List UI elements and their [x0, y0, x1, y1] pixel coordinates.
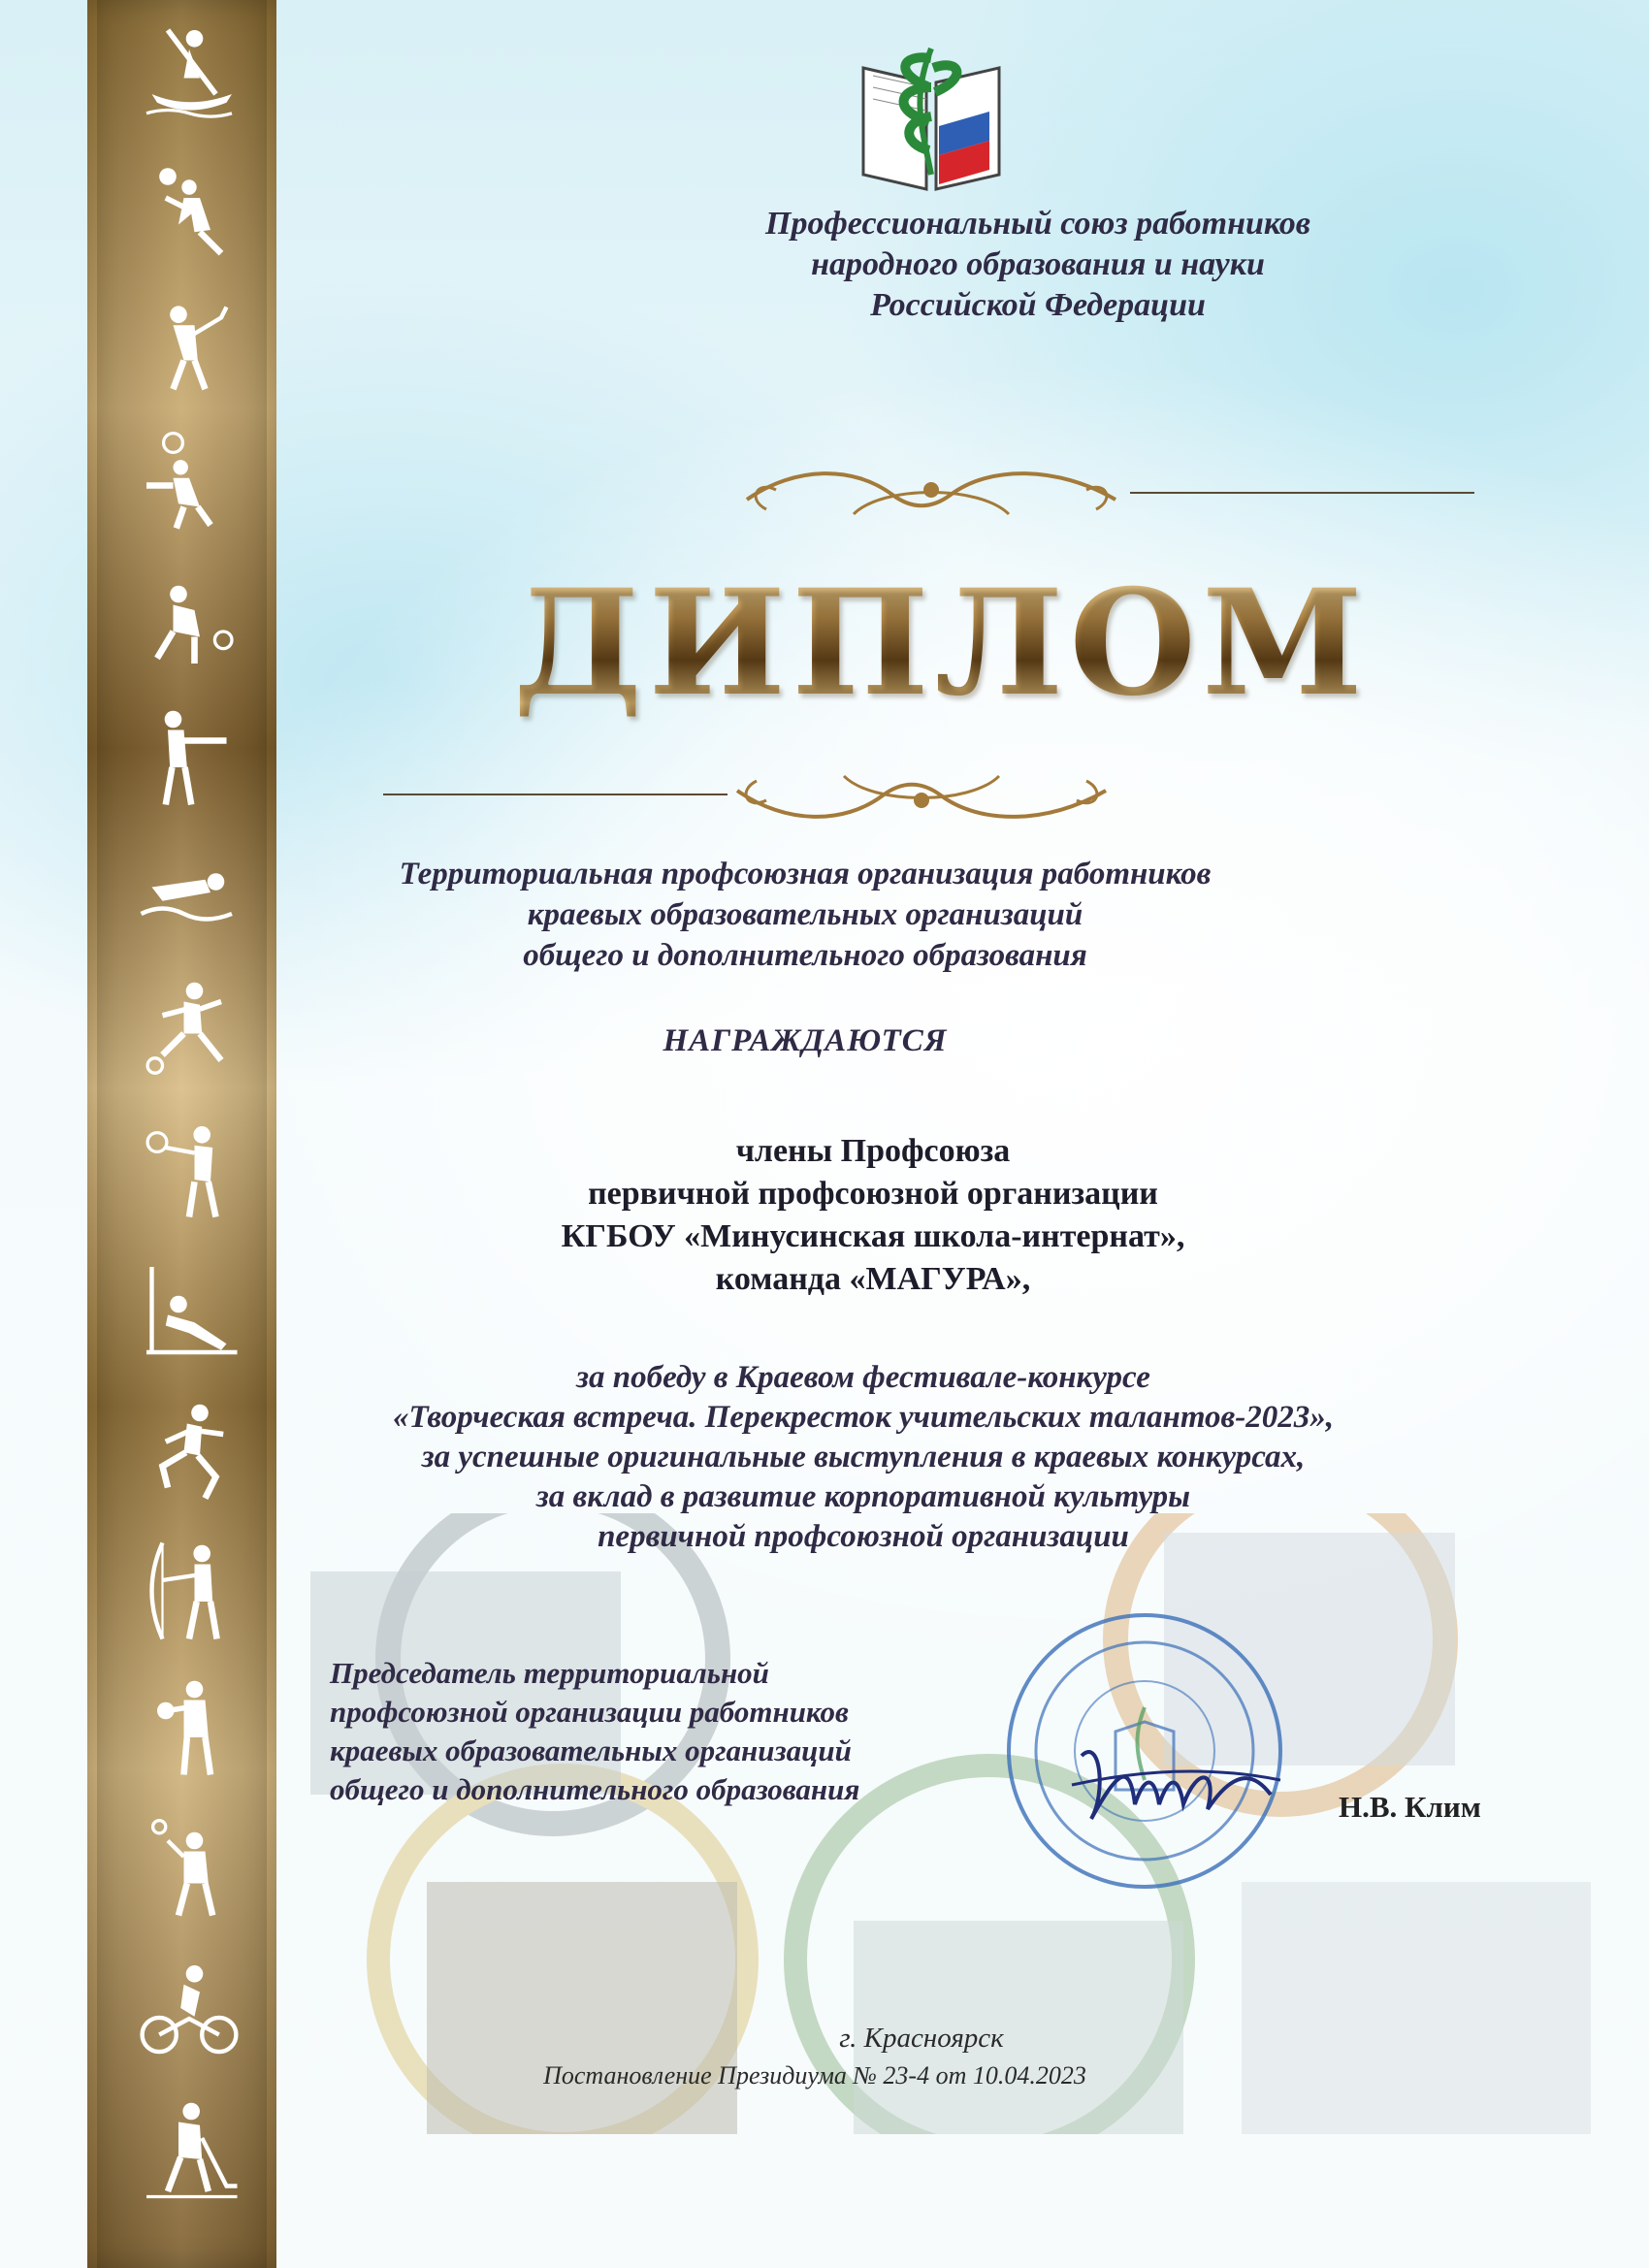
shooting-icon: [136, 703, 242, 810]
chair-title-line: профсоюзной организации работников: [330, 1695, 849, 1729]
award-reasons: [281, 1358, 1445, 1557]
city: г. Красноярск: [839, 2023, 1004, 2054]
chair-name: Н.В. Клим: [1339, 1790, 1481, 1824]
union-logo: [854, 29, 1009, 194]
territorial-org-line: Территориальная профсоюзная организация работников: [399, 857, 1212, 891]
badminton-icon: [136, 1116, 242, 1222]
golf-icon: [136, 291, 242, 398]
union-name-line: Российской Федерации: [870, 287, 1206, 323]
territorial-org-line: общего и дополнительного образования: [523, 938, 1087, 973]
gymnastics-icon: [136, 1256, 242, 1363]
bottom-rule: [383, 794, 728, 795]
union-name: [456, 204, 1620, 326]
running-icon: [136, 975, 242, 1082]
baseball-icon: [136, 1814, 242, 1921]
decree: Постановление Президиума № 23-4 от 10.04.2023: [543, 2061, 1086, 2090]
kayak-icon: [136, 19, 242, 126]
reason-line: за победу в Краевом фестивале-конкурсе: [576, 1360, 1150, 1395]
union-name-line: народного образования и науки: [811, 246, 1265, 282]
territorial-org: [320, 854, 1290, 976]
top-ornament: [737, 456, 1125, 543]
awardee-line: первичной профсоюзной организации: [588, 1176, 1158, 1212]
tennis-icon: [136, 427, 242, 534]
awardee-line: КГБОУ «Минусинская школа-интернат»,: [561, 1218, 1185, 1254]
reason-line: за успешные оригинальные выступления в краевых конкурсах,: [421, 1440, 1306, 1474]
chair-signature: [1062, 1727, 1285, 1833]
volleyball-icon: [136, 155, 242, 262]
swimming-icon: [136, 839, 242, 946]
awardee-line: члены Профсоюза: [735, 1133, 1011, 1169]
top-rule: [1130, 492, 1474, 494]
basketball-icon: [136, 567, 242, 674]
hockey-icon: [136, 2095, 242, 2202]
sprint-icon: [136, 1397, 242, 1504]
awardee-line: команда «МАГУРА»,: [715, 1261, 1031, 1297]
diploma-title: ДИПЛОМ: [504, 558, 1377, 729]
awarded-label: НАГРАЖДАЮТСЯ: [663, 1023, 948, 1058]
bottom-ornament: [728, 747, 1116, 834]
boxing-icon: [136, 1673, 242, 1780]
chair-title-line: Председатель территориальной: [330, 1656, 769, 1690]
reason-line: «Творческая встреча. Перекресток учительских талантов-2023»,: [392, 1400, 1335, 1435]
chair-title: [330, 1654, 1028, 1809]
chair-title-line: краевых образовательных организаций: [330, 1733, 852, 1767]
reason-line: за вклад в развитие корпоративной культуры: [535, 1479, 1191, 1514]
territorial-org-line: краевых образовательных организаций: [527, 897, 1083, 932]
cycling-icon: [136, 1955, 242, 2061]
archery-icon: [136, 1538, 242, 1644]
chair-title-line: общего и дополнительного образования: [330, 1772, 860, 1806]
awardees: [388, 1130, 1358, 1301]
reason-line: первичной профсоюзной организации: [598, 1519, 1129, 1554]
union-name-line: Профессиональный союз работников: [765, 206, 1310, 242]
